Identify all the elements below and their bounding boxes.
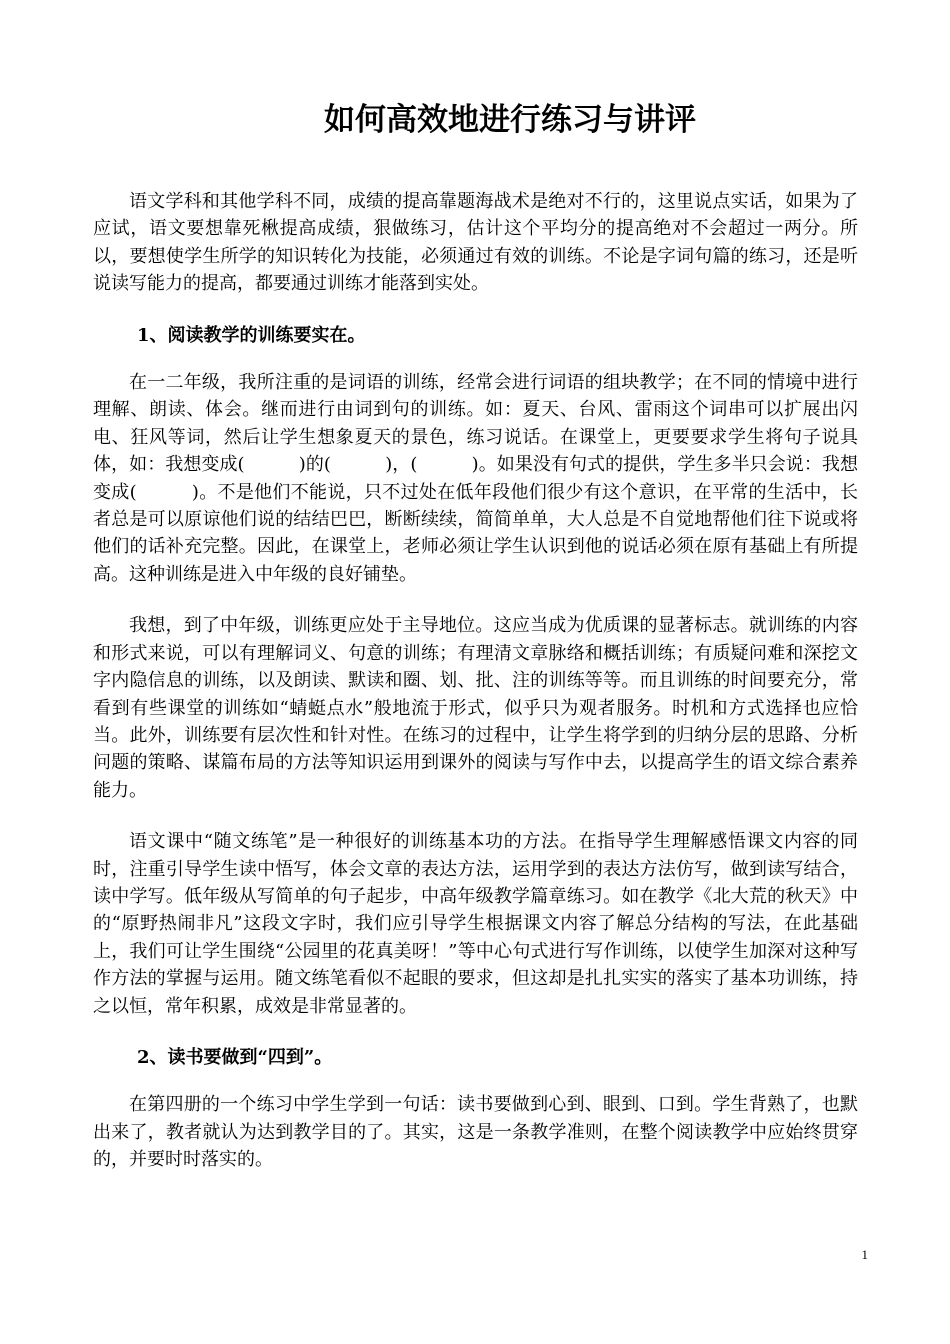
section-heading-reading-training: 1、阅读教学的训练要实在。 (137, 324, 366, 346)
paragraph-reading-principle: 在第四册的一个练习中学生学到一句话：读书要做到心到、眼到、口到。学生背熟了，也默出来了，教者就认为达到教学目的了。其实，这是一条教学准则，在整个阅读教学中应始终贯穿的，并要时时落实的。 (93, 1094, 858, 1171)
document-title: 如何高效地进行练习与讲评 (324, 102, 696, 138)
paragraph-writing-practice: 语文课中“随文练笔”是一种很好的训练基本功的方法。在指导学生理解感悟课文内容的同时，注重引导学生读中悟写，体会文章的表达方法，运用学到的表达方法仿写，做到读写结合，读中学写。低年级从写简单的句子起步，中高年级教学篇章练习。如在教学《北大荒的秋天》中的“原野热闹非凡”这段文字时，我们应引导学生根据课文内容了解总分结构的写法，在此基础上，我们可让学生围绕“公园里的花真美呀！”等中心句式进行写作训练，以使学生加深对这种写作方法的掌握与运用。随文练笔看似不起眼的要求，但这却是扎扎实实的落实了基本功训练，持之以恒，常年积累，成效是非常显著的。 (93, 831, 858, 1017)
paragraph-grade-one-two: 在一二年级，我所注重的是词语的训练，经常会进行词语的组块教学；在不同的情境中进行理解、朗读、体会。继而进行由词到句的训练。如：夏天、台风、雷雨这个词串可以扩展出闪电、狂风等词，然后让学生想象夏天的景色，练习说话。在课堂上，更要要求学生将句子说具体，如：我想变成( )的( )，( )。如果没有句式的提供，学生多半只会说：我想变成( )。不是他们不能说，只不过处在低年段他们很少有这个意识，在平常的生活中，长者总是可以原谅他们说的结结巴巴，断断续续，简简单单，大人总是不自觉地帮他们往下说或将他们的话补充完整。因此，在课堂上，老师必须让学生认识到他的说话必须在原有基础上有所提高。这种训练是进入中年级的良好铺垫。 (93, 372, 858, 585)
section-heading-four-principles: 2、读书要做到“四到”。 (137, 1046, 333, 1068)
intro-paragraph: 语文学科和其他学科不同，成绩的提高靠题海战术是绝对不行的，这里说点实话，如果为了应试，语文要想靠死楸提高成绩，狠做练习，估计这个平均分的提高绝对不会超过一两分。所以，要想使学生所学的知识转化为技能，必须通过有效的训练。不论是字词句篇的练习，还是听说读写能力的提高，都要通过训练才能落到实处。 (93, 191, 858, 295)
paragraph-middle-grade: 我想，到了中年级，训练更应处于主导地位。这应当成为优质课的显著标志。就训练的内容和形式来说，可以有理解词义、句意的训练；有理清文章脉络和概括训练；有质疑问难和深挖文字内隐信息的训练，以及朗读、默读和圈、划、批、注的训练等等。而且训练的时间要充分，常看到有些课堂的训练如“蜻蜓点水”般地流于形式，似乎只为观者服务。时机和方式选择也应恰当。此外，训练要有层次性和针对性。在练习的过程中，让学生将学到的归纳分层的思路、分析问题的策略、谋篇布局的方法等知识运用到课外的阅读与写作中去，以提高学生的语文综合素养能力。 (93, 615, 858, 801)
page-number: 1 (861, 1247, 868, 1262)
document-body (93, 188, 858, 1174)
